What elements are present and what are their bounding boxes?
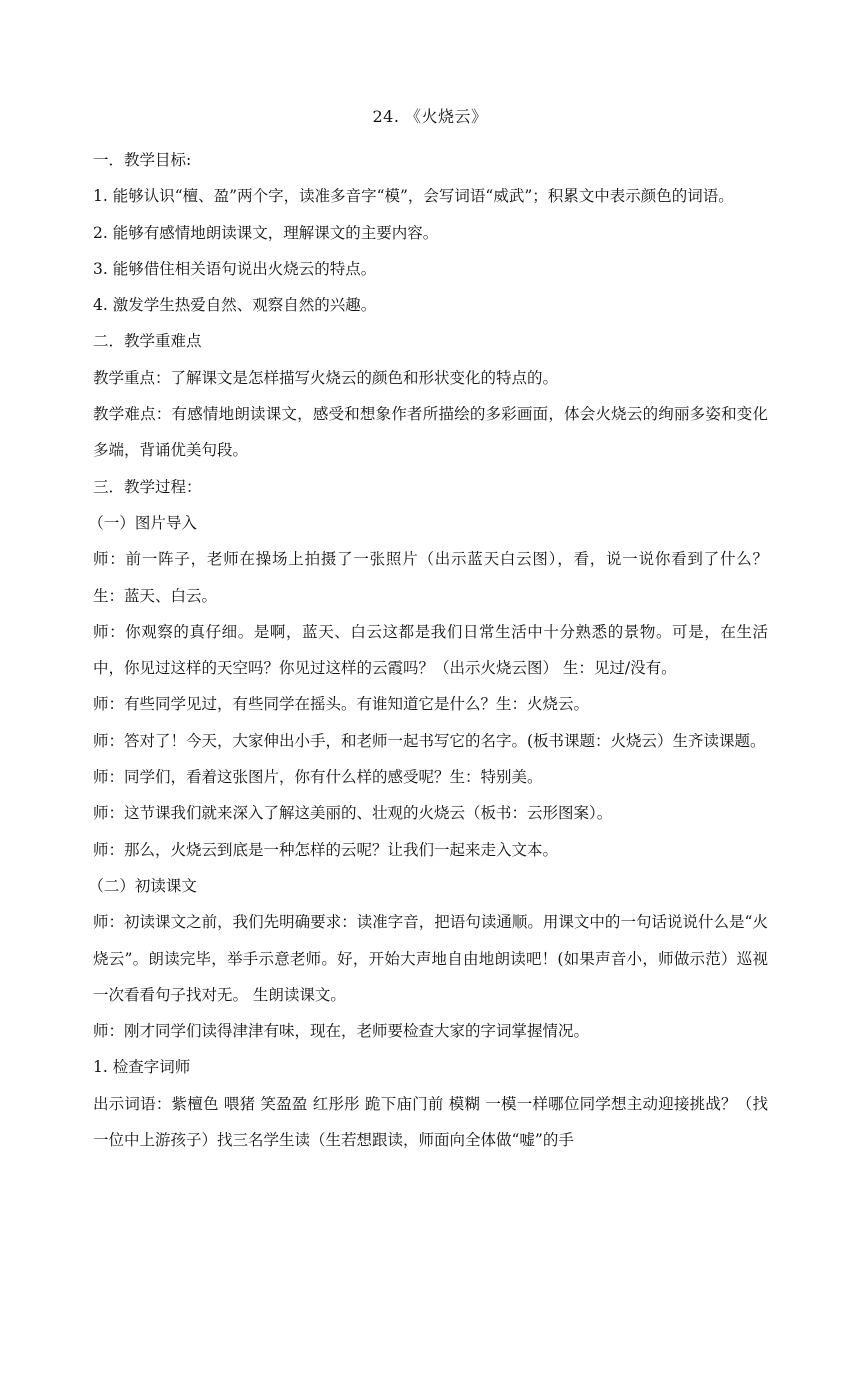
paragraph: 师：前一阵子，老师在操场上拍摄了一张照片（出示蓝天白云图），看，说一说你看到了什么？ 生：蓝天、白云。 xyxy=(93,550,768,605)
paragraph: 师：答对了！今天，大家伸出小手，和老师一起书写它的名字。(板书课题：火烧云）生齐读课题。 xyxy=(93,731,766,750)
subsection-heading-intro: （一）图片导入 xyxy=(88,513,197,532)
subsection-heading-first-reading: （二）初读课文 xyxy=(88,876,197,895)
paragraph: 师：同学们，看着这张图片，你有什么样的感受呢？生：特别美。 xyxy=(93,768,543,787)
numbered-heading: 1. 检查字词师 xyxy=(93,1058,191,1077)
difficult-point: 教学难点：有感情地朗读课文，感受和想象作者所描绘的多彩画面，体会火烧云的绚丽多姿和变化多端，背诵优美句段。 xyxy=(93,405,768,460)
document-title: 24. 《火烧云》 xyxy=(372,107,488,126)
objective-3: 3. 能够借住相关语句说出火烧云的特点。 xyxy=(93,259,377,278)
paragraph: 师：初读课文之前，我们先明确要求：读准字音，把语句读通顺。用课文中的一句话说说什么是“火烧云”。朗读完毕，举手示意老师。好，开始大声地自由地朗读吧！(如果声音小，师做示范）巡视一次看看句子找对无。 生朗读课文。 xyxy=(93,913,768,1004)
paragraph: 师：有些同学见过，有些同学在摇头。有谁知道它是什么？生：火烧云。 xyxy=(93,695,590,714)
section-heading-key-points: 二．教学重难点 xyxy=(93,332,202,351)
paragraph: 出示词语：紫檀色 喂猪 笑盈盈 红彤彤 跪下庙门前 模糊 一模一样哪位同学想主动迎接挑战？（找一位中上游孩子）找三名学生读（生若想跟读，师面向全体做“嘘”的手 xyxy=(93,1094,768,1150)
paragraph: 师：这节课我们就来深入了解这美丽的、壮观的火烧云（板书：云形图案）。 xyxy=(93,804,613,823)
document-body xyxy=(88,142,768,1158)
paragraph: 师：刚才同学们读得津津有味，现在，老师要检查大家的字词掌握情况。 xyxy=(93,1022,590,1041)
section-heading-process: 三．教学过程： xyxy=(93,477,202,496)
key-point: 教学重点：了解课文是怎样描写火烧云的颜色和形状变化的特点的。 xyxy=(93,368,559,387)
paragraph: 师：你观察的真仔细。是啊，蓝天、白云这都是我们日常生活中十分熟悉的景物。可是，在生活中，你见过这样的天空吗？你见过这样的云霞吗？（出示火烧云图） 生：见过/没有。 xyxy=(93,622,768,678)
objective-2: 2. 能够有感情地朗读课文，理解课文的主要内容。 xyxy=(93,223,439,242)
paragraph: 师：那么，火烧云到底是一种怎样的云呢？让我们一起来走入文本。 xyxy=(93,840,559,859)
objective-4: 4. 激发学生热爱自然、观察自然的兴趣。 xyxy=(93,296,377,315)
section-heading-objectives: 一．教学目标: xyxy=(93,151,192,169)
objective-1: 1. 能够认识“檀、盈”两个字，读准多音字“模”，会写词语“威武”；积累文中表示颜色的词语。 xyxy=(93,187,734,206)
